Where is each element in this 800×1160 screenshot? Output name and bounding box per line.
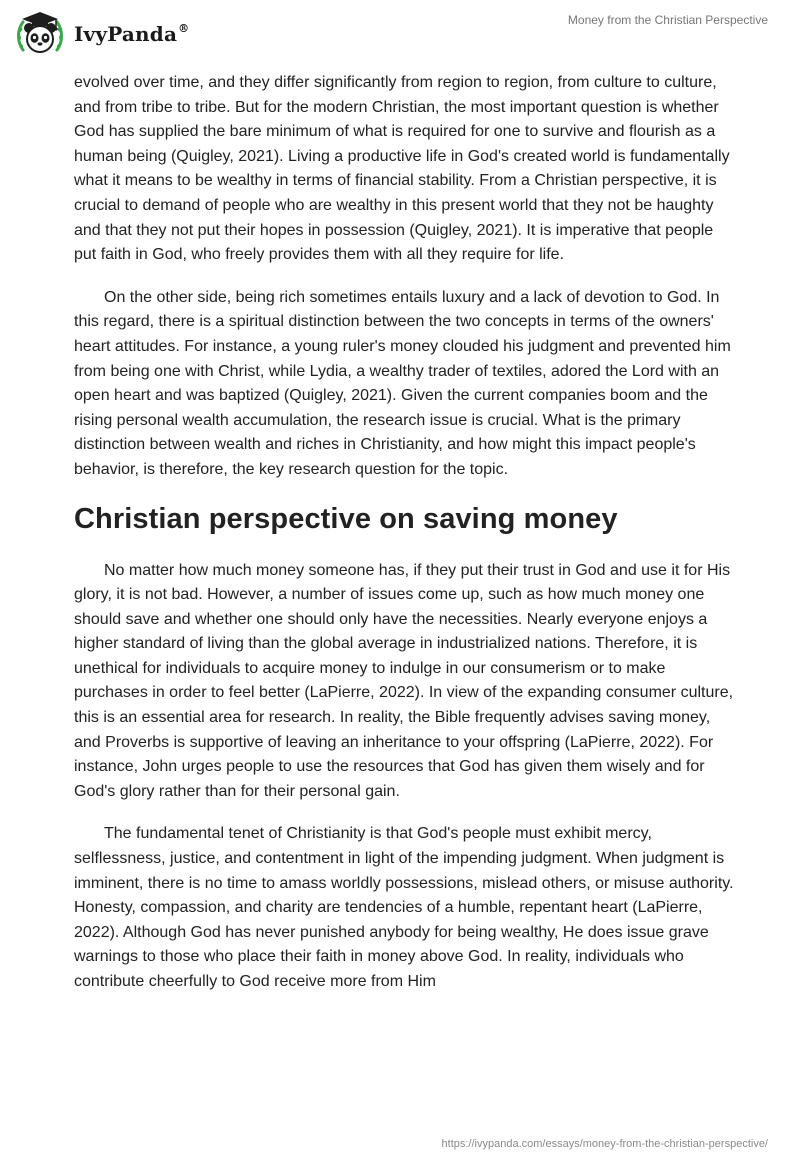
section-heading: Christian perspective on saving money [74,502,618,535]
panda-graduation-cap-icon [14,8,66,60]
essay-content [74,71,734,1013]
paragraph: On the other side, being rich sometimes entails luxury and a lack of devotion to God. In this regard, there is a spiritual distinction between the two concepts in terms of the owners' heart attitudes. For instance, a young ruler's money clouded his judgment and prevented him from being one with Christ, while Lydia, a wealthy trader of textiles, adored the Lord with an open heart and was baptized (Quigley, 2021). Given the current companies boom and the rising personal wealth accumulation, the research issue is crucial. What is the primary distinction between wealth and riches in Christianity, and how might this impact people's behavior, is therefore, the key research question for the topic. [74,288,731,478]
page-header [0,0,800,70]
brand-name-text: IvyPanda [74,22,178,46]
paragraph: The fundamental tenet of Christianity is that God's people must exhibit mercy, selflessness, justice, and contentment in light of the impending judgment. When judgment is imminent, there is no time to amass worldly possessions, mislead others, or misuse authority. Honesty, compassion, and charity are tendencies of a humble, repentant heart (LaPierre, 2022). Although God has never punished anybody for being wealthy, He does issue grave warnings to those who place their faith in money above God. In reality, individuals who contribute cheerfully to God receive more from Him [74,825,734,990]
registered-mark: ® [178,22,190,35]
paragraph: evolved over time, and they differ significantly from region to region, from culture to culture, and from tribe to tribe. But for the modern Christian, the most important question is whether God has supplied the bare minimum of what is required for one to survive and flourish as a human being (Quigley, 2021). Living a productive life in God's created world is fundamentally what it means to be wealthy in terms of financial stability. From a Christian perspective, it is crucial to demand of people who are wealthy in this present world that they not be haughty and that they not put their hopes in possession (Quigley, 2021). It is imperative that people put faith in God, who freely provides them with all they require for life. [74,74,730,264]
header-page-title: Money from the Christian Perspective [567,13,768,27]
footer-url[interactable]: https://ivypanda.com/essays/money-from-the-christian-perspective/ [441,1138,768,1150]
brand-name [74,22,189,46]
paragraph: No matter how much money someone has, if they put their trust in God and use it for His glory, it is not bad. However, a number of issues come up, such as how much money one should save and whether one should only have the necessities. Nearly everyone enjoys a higher standard of living than the global average in industrialized nations. Therefore, it is unethical for individuals to acquire money to indulge in our consumerism or to make purchases in order to feel better (LaPierre, 2022). In view of the expanding consumer culture, this is an essential area for research. In reality, the Bible frequently advises saving money, and Proverbs is supportive of leaving an inheritance to your offspring (LaPierre, 2022). For instance, John urges people to use the resources that God has given them wisely and for God's glory rather than for their personal gain. [74,561,734,800]
logo[interactable] [14,8,189,60]
